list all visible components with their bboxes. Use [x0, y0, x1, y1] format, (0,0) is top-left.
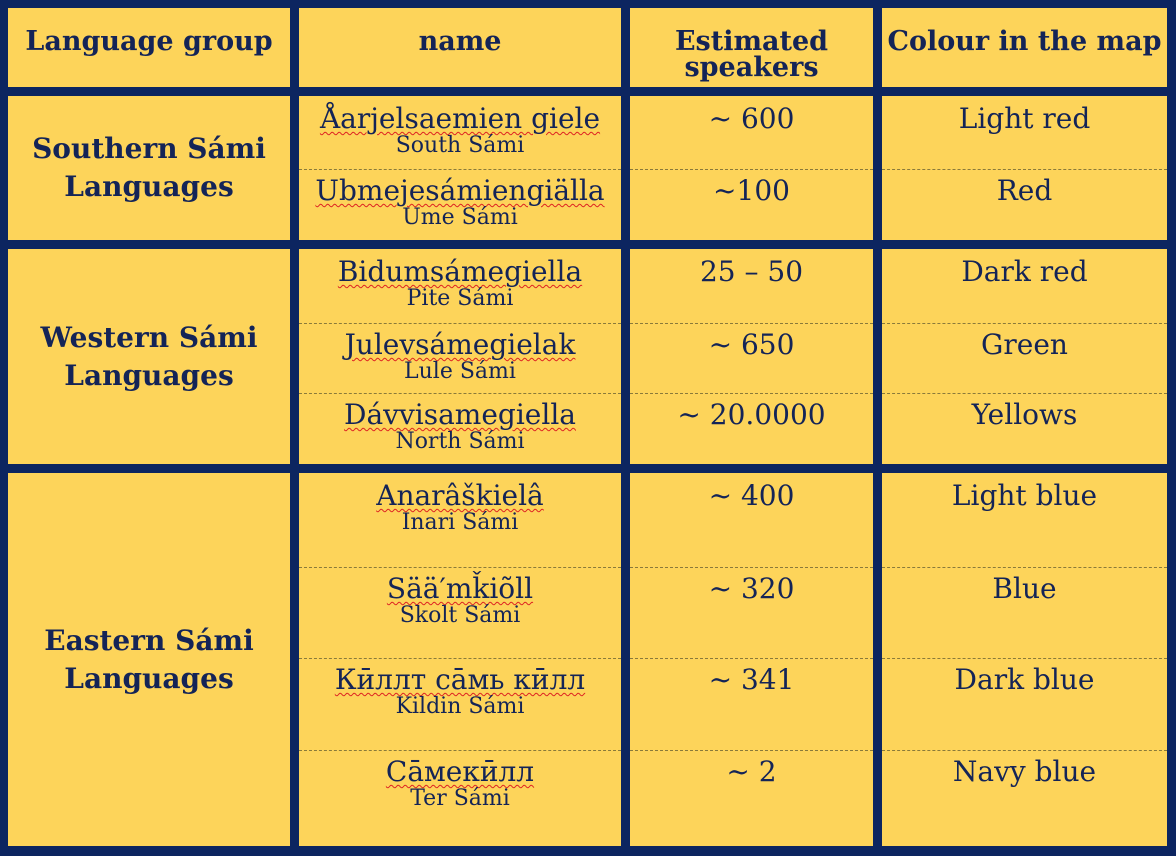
speaker-count: ~ 400 — [708, 479, 795, 512]
header-label: Language group — [25, 26, 273, 57]
header-estimated-speakers — [630, 8, 873, 87]
table-row — [630, 249, 873, 323]
table-row — [882, 567, 1167, 658]
map-colour: Light red — [958, 102, 1091, 135]
native-name: Julevsámegielak — [344, 328, 576, 361]
native-name: Anarâškielâ — [376, 479, 544, 512]
table-row — [299, 658, 621, 750]
table-row — [630, 473, 873, 567]
native-name: Dávvisamegiella — [344, 398, 576, 431]
table-row — [882, 473, 1167, 567]
header-name — [299, 8, 621, 87]
native-name: Åarjelsaemien giele — [319, 102, 601, 135]
table-row — [299, 473, 621, 567]
english-name: Pite Sámi — [406, 286, 514, 311]
table-row — [882, 393, 1167, 464]
native-name: Са̄мекӣлл — [385, 755, 535, 788]
english-name: Ter Sámi — [410, 786, 510, 811]
native-name: Sää′mǩiõll — [386, 572, 534, 605]
table-row — [630, 393, 873, 464]
colour-cell — [882, 473, 1167, 846]
speaker-count: ~ 650 — [708, 328, 795, 361]
native-name: Ubmejesámiengiälla — [315, 174, 605, 207]
english-name: Lule Sámi — [404, 359, 516, 384]
map-colour: Green — [981, 328, 1068, 361]
name-cell — [299, 473, 621, 846]
speaker-count: ~ 600 — [708, 102, 795, 135]
table-row — [299, 323, 621, 393]
map-colour: Dark red — [961, 255, 1088, 288]
speaker-count: ~ 2 — [726, 755, 777, 788]
group-label-cell — [8, 473, 290, 846]
table-row — [630, 750, 873, 846]
english-name: North Sámi — [395, 429, 525, 454]
table-row — [299, 750, 621, 846]
english-name: Skolt Sámi — [399, 603, 521, 628]
colour-cell — [882, 96, 1167, 240]
header-label: name — [418, 26, 502, 57]
table-row — [882, 750, 1167, 846]
speaker-count: ~ 341 — [708, 663, 795, 696]
table-row — [299, 567, 621, 658]
speakers-cell — [630, 473, 873, 846]
table-row — [299, 96, 621, 169]
table-row — [630, 323, 873, 393]
english-name: South Sámi — [395, 133, 525, 158]
header-label: Estimated speakers — [674, 26, 829, 83]
map-colour: Dark blue — [954, 663, 1095, 696]
map-colour: Light blue — [951, 479, 1098, 512]
table-row — [299, 249, 621, 323]
header-colour-in-map — [882, 8, 1167, 87]
colour-cell — [882, 249, 1167, 464]
group-label: Western Sámi Languages — [40, 320, 258, 392]
speaker-count: 25 – 50 — [699, 255, 804, 288]
map-colour: Navy blue — [952, 755, 1097, 788]
speaker-count: ~ 20.0000 — [677, 398, 826, 431]
table-row — [882, 249, 1167, 323]
table-row — [882, 323, 1167, 393]
english-name: Ume Sámi — [402, 205, 518, 230]
speakers-cell — [630, 249, 873, 464]
english-name: Inari Sámi — [401, 510, 519, 535]
group-label: Southern Sámi Languages — [32, 132, 266, 203]
native-name: Кӣллт са̄мь кӣлл — [334, 663, 586, 696]
name-cell — [299, 249, 621, 464]
name-cell — [299, 96, 621, 240]
table-row — [882, 96, 1167, 169]
table-row — [630, 567, 873, 658]
table-row — [882, 169, 1167, 240]
speaker-count: ~ 320 — [708, 572, 795, 605]
group-label: Eastern Sámi Languages — [44, 623, 254, 695]
group-label-cell — [8, 96, 290, 240]
table-row — [630, 658, 873, 750]
english-name: Kildin Sámi — [395, 694, 525, 719]
header-language-group — [8, 8, 290, 87]
native-name: Bidumsámegiella — [337, 255, 583, 288]
map-colour: Yellows — [971, 398, 1078, 431]
map-colour: Blue — [992, 572, 1057, 605]
map-colour: Red — [996, 174, 1053, 207]
speaker-count: ~100 — [713, 174, 790, 207]
header-label: Colour in the map — [887, 26, 1162, 57]
table-row — [299, 393, 621, 464]
table-row — [882, 658, 1167, 750]
table-row — [630, 96, 873, 169]
table-row — [299, 169, 621, 240]
table-row — [630, 169, 873, 240]
group-label-cell — [8, 249, 290, 464]
speakers-cell — [630, 96, 873, 240]
